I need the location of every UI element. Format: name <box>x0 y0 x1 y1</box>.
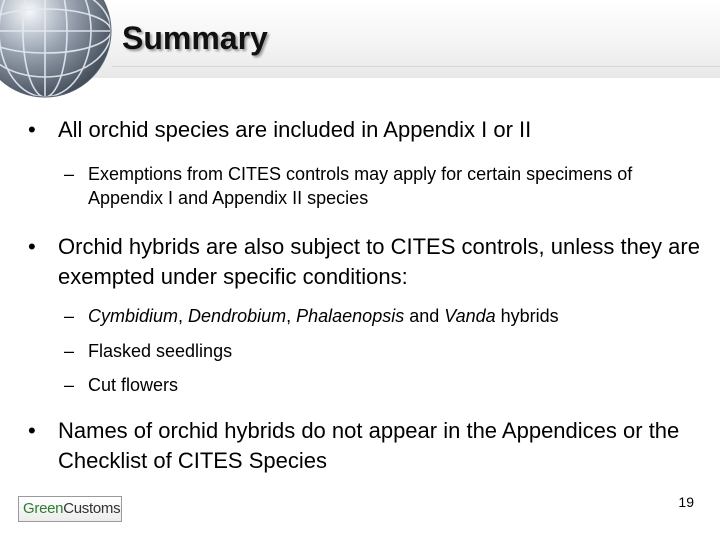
bullet-glyph: • <box>28 117 36 142</box>
sub-bullet-item <box>64 304 684 328</box>
genus-dendrobium: Dendrobium <box>188 306 287 326</box>
sub-bullet-text: Exemptions from CITES controls may apply for certain specimens of Appendix I and Appendix II species <box>88 164 633 208</box>
header-divider <box>112 66 720 67</box>
bullet-glyph: • <box>28 418 36 443</box>
dash-glyph: – <box>64 375 75 395</box>
bullet-text: Names of orchid hybrids do not appear in the Appendices or the Checklist of CITES Species <box>58 418 680 473</box>
slide-title: Summary <box>122 20 268 56</box>
page-number: 19 <box>678 494 694 510</box>
conjunction: and <box>404 306 445 326</box>
bullet-glyph: • <box>28 234 36 259</box>
logo-customs-text: Customs <box>63 500 121 517</box>
logo-green-text: Green <box>23 500 64 517</box>
globe-icon <box>0 0 116 102</box>
sub-bullet-item <box>64 373 684 397</box>
dash-glyph: – <box>64 341 75 361</box>
genus-vanda: Vanda <box>444 306 496 326</box>
separator: , <box>286 306 297 326</box>
bullet-item <box>28 416 708 476</box>
genus-phalaenopsis: Phalaenopsis <box>296 306 405 326</box>
sub-bullet-item <box>64 339 684 363</box>
bullet-text: All orchid species are included in Appendix I or II <box>58 117 532 142</box>
dash-glyph: – <box>64 164 75 184</box>
sub-bullet-item <box>64 162 684 210</box>
bullet-text: Orchid hybrids are also subject to CITES controls, unless they are exempted under specific conditions: <box>58 234 700 289</box>
bullet-item <box>28 115 708 145</box>
bullet-item <box>28 232 708 292</box>
dash-glyph: – <box>64 306 75 326</box>
greencustoms-logo <box>18 496 122 522</box>
hybrids-suffix: hybrids <box>495 306 559 326</box>
separator: , <box>178 306 189 326</box>
genus-cymbidium: Cymbidium <box>88 306 179 326</box>
sub-bullet-text: Flasked seedlings <box>88 341 233 361</box>
sub-bullet-text: Cut flowers <box>88 375 179 395</box>
hybrid-genera-text <box>88 304 684 328</box>
